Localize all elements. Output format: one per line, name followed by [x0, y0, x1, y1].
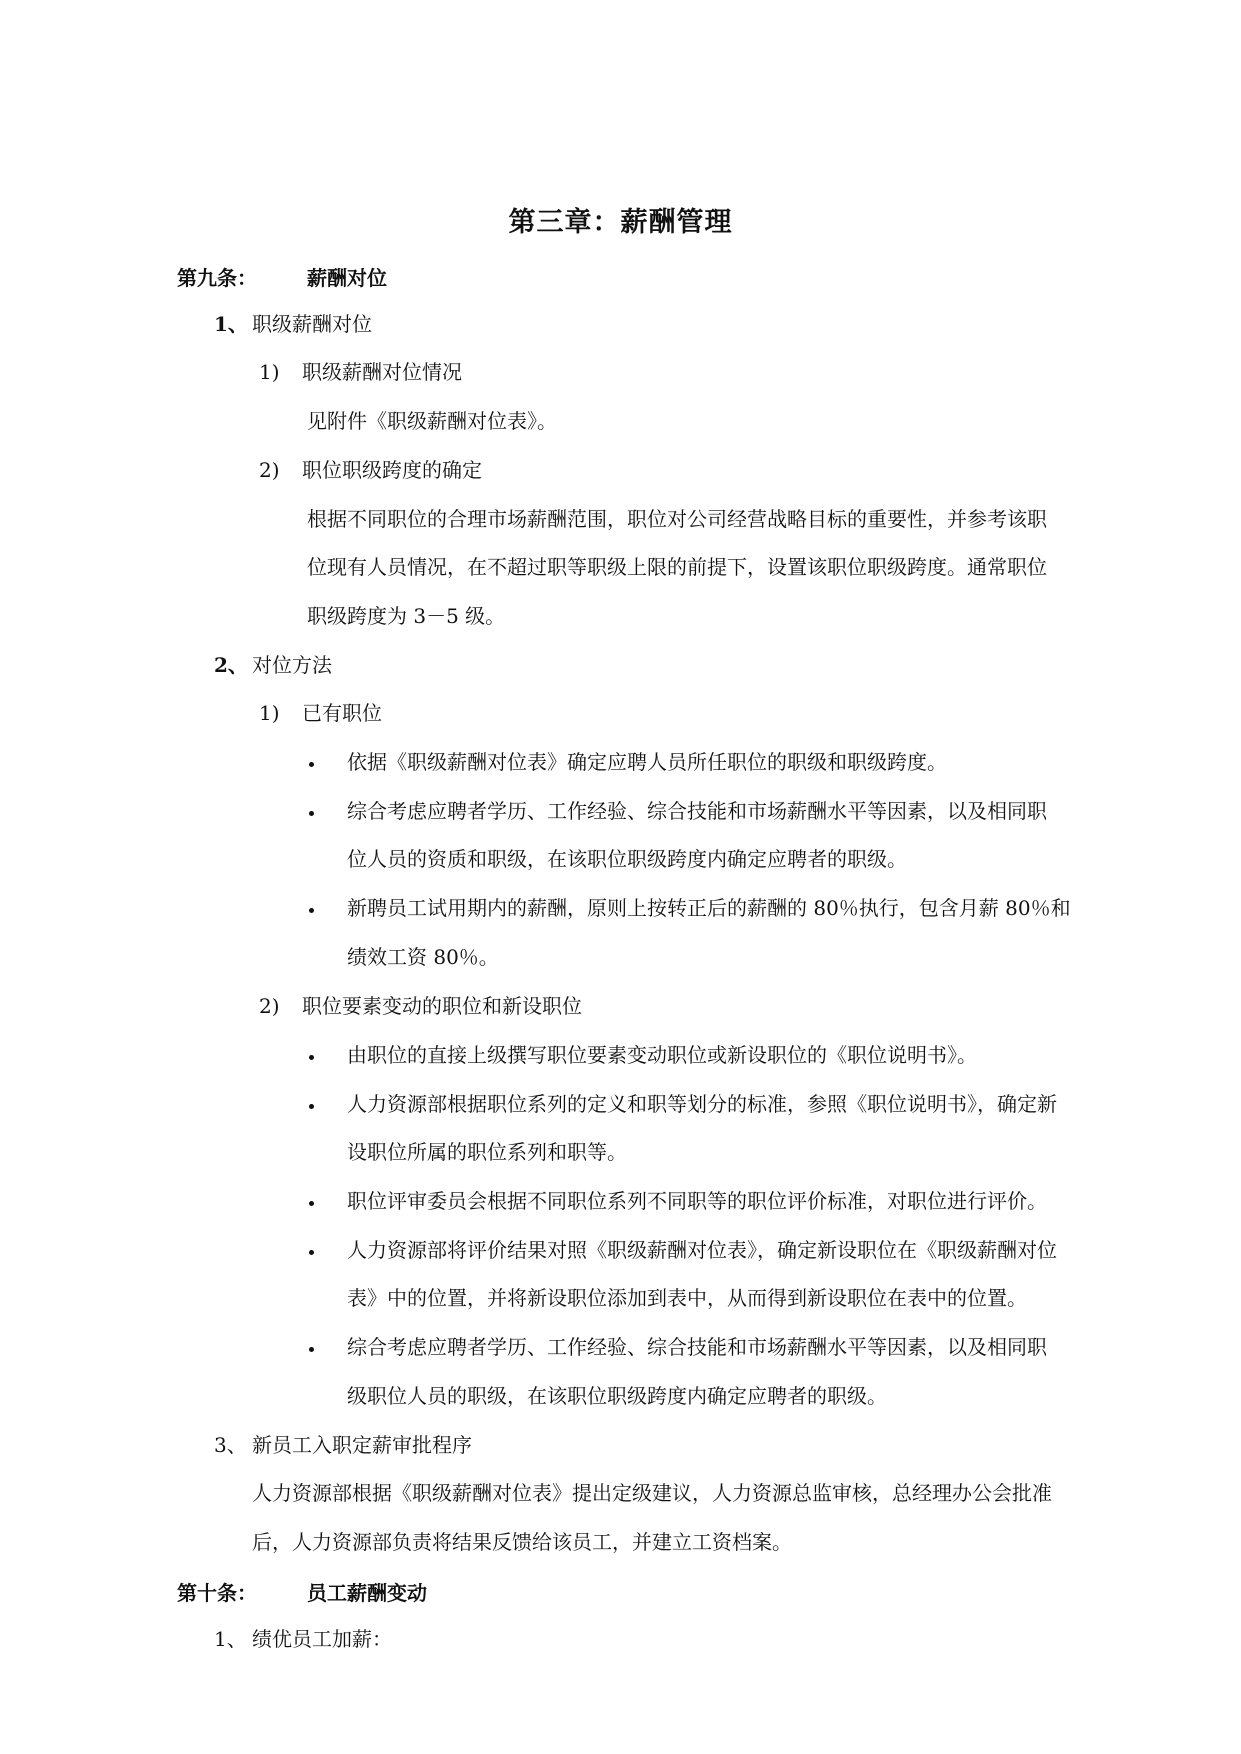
bullet-dot [309, 1201, 314, 1206]
bullet-dot [309, 811, 314, 816]
bullet-text: 综合考虑应聘者学历、工作经验、综合技能和市场薪酬水平等因素，以及相同职 [347, 1335, 1047, 1359]
subsection-title: 职位职级跨度的确定 [302, 458, 482, 482]
section-number: 2、 [214, 653, 248, 677]
bullet-text: 综合考虑应聘者学历、工作经验、综合技能和市场薪酬水平等因素，以及相同职 [347, 799, 1047, 823]
subsection-number: 2) [259, 458, 280, 482]
bullet-text: 新聘员工试用期内的薪酬，原则上按转正后的薪酬的 80％执行，包含月薪 80％和 [347, 896, 1071, 920]
section-title: 职级薪酬对位 [252, 312, 372, 336]
bullet-dot [309, 1055, 314, 1060]
bullet-dot [309, 1250, 314, 1255]
bullet-text: 位人员的资质和职级，在该职位职级跨度内确定应聘者的职级。 [347, 847, 907, 871]
subsection-number: 1) [259, 360, 280, 384]
bullet-dot [309, 1104, 314, 1109]
bullet-text: 表》中的位置，并将新设职位添加到表中，从而得到新设职位在表中的位置。 [347, 1286, 1027, 1310]
bullet-dot [309, 1347, 314, 1352]
article-9-number: 第九条： [177, 266, 257, 290]
subsection-number: 2) [259, 994, 280, 1018]
article-10-number: 第十条： [177, 1581, 257, 1605]
bullet-dot [309, 762, 314, 767]
section-number: 1、 [214, 1627, 247, 1651]
section-title: 绩优员工加薪： [252, 1627, 392, 1651]
paragraph-line: 见附件《职级薪酬对位表》。 [307, 409, 557, 433]
bullet-text: 由职位的直接上级撰写职位要素变动职位或新设职位的《职位说明书》。 [347, 1043, 977, 1067]
section-title: 新员工入职定薪审批程序 [252, 1433, 472, 1457]
bullet-text: 绩效工资 80％。 [347, 945, 499, 969]
chapter-title: 第三章：薪酬管理 [508, 207, 733, 238]
paragraph-line: 职级跨度为 3－5 级。 [307, 604, 506, 628]
section-number: 3、 [214, 1433, 247, 1457]
subsection-title: 职位要素变动的职位和新设职位 [302, 994, 582, 1018]
paragraph-line: 根据不同职位的合理市场薪酬范围，职位对公司经营战略目标的重要性，并参考该职 [307, 507, 1047, 531]
article-9-title: 薪酬对位 [307, 266, 387, 290]
bullet-dot [309, 908, 314, 913]
subsection-number: 1) [259, 701, 280, 725]
bullet-text: 职位评审委员会根据不同职位系列不同职等的职位评价标准，对职位进行评价。 [347, 1189, 1047, 1213]
subsection-title: 已有职位 [302, 701, 382, 725]
paragraph-line: 位现有人员情况，在不超过职等职级上限的前提下，设置该职位职级跨度。通常职位 [307, 555, 1047, 579]
paragraph-line: 后，人力资源部负责将结果反馈给该员工，并建立工资档案。 [252, 1530, 792, 1554]
article-10-title: 员工薪酬变动 [307, 1581, 427, 1605]
bullet-text: 设职位所属的职位系列和职等。 [347, 1140, 627, 1164]
section-title: 对位方法 [252, 653, 332, 677]
subsection-title: 职级薪酬对位情况 [302, 360, 462, 384]
paragraph-line: 人力资源部根据《职级薪酬对位表》提出定级建议，人力资源总监审核，总经理办公会批准 [252, 1481, 1052, 1505]
bullet-text: 依据《职级薪酬对位表》确定应聘人员所任职位的职级和职级跨度。 [347, 750, 947, 774]
bullet-text: 级职位人员的职级，在该职位职级跨度内确定应聘者的职级。 [347, 1384, 887, 1408]
bullet-text: 人力资源部将评价结果对照《职级薪酬对位表》，确定新设职位在《职级薪酬对位 [347, 1238, 1057, 1262]
section-number: 1、 [214, 312, 248, 336]
bullet-text: 人力资源部根据职位系列的定义和职等划分的标准，参照《职位说明书》，确定新 [347, 1092, 1057, 1116]
